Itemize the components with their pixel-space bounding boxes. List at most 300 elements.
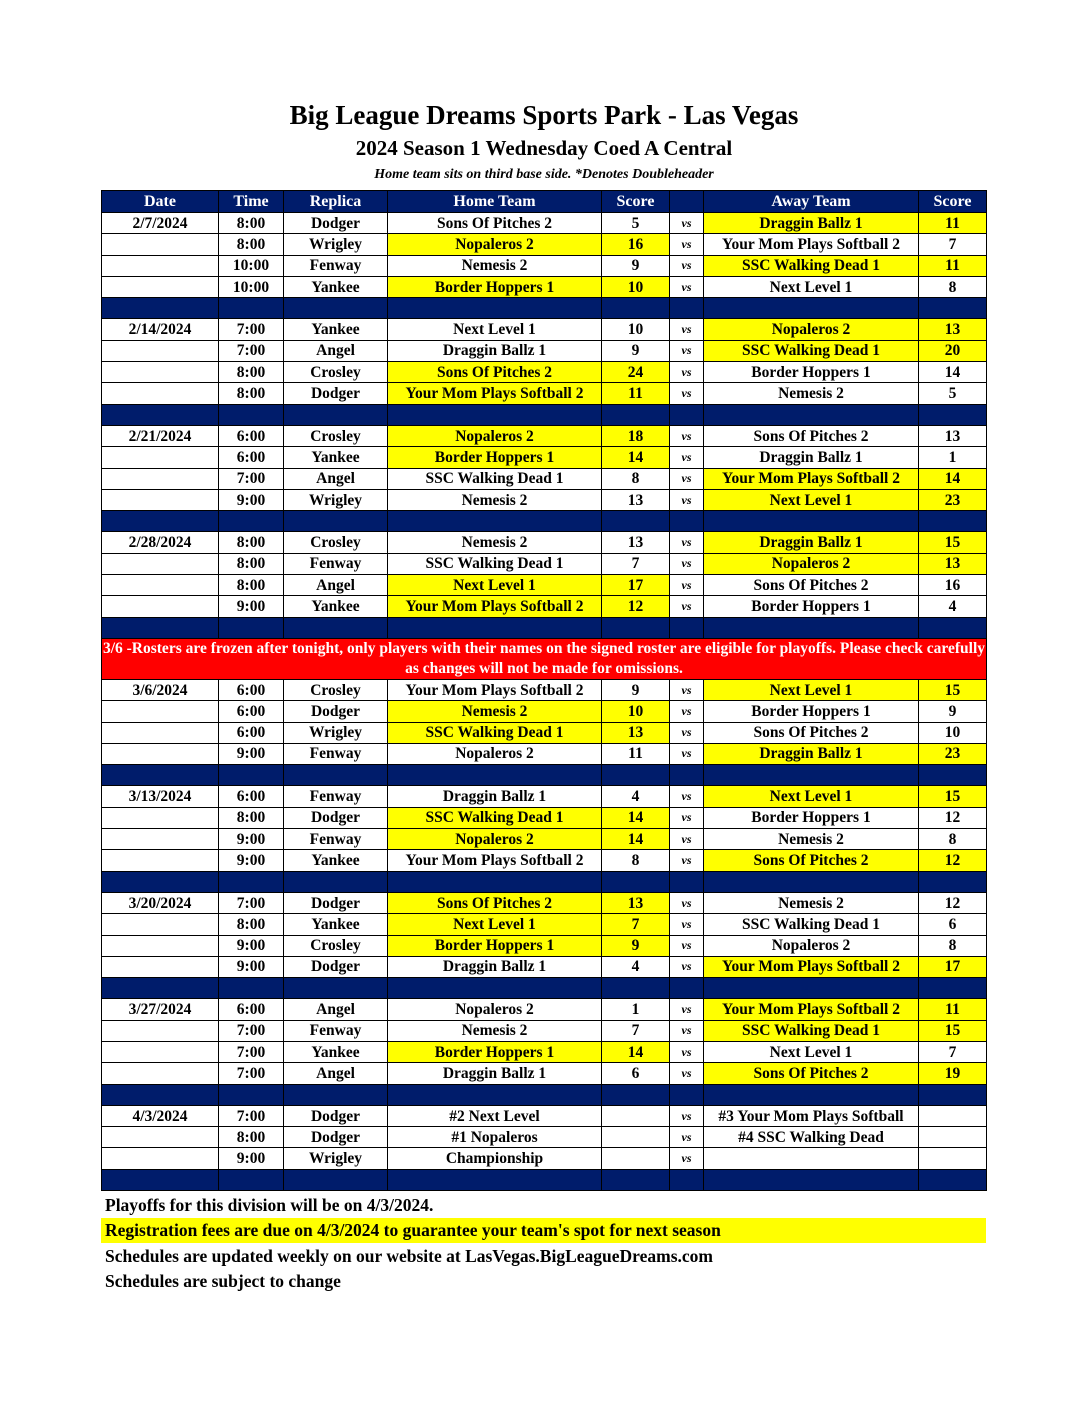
away-team-cell: Next Level 1 xyxy=(704,786,919,807)
home-team-cell: Border Hoppers 1 xyxy=(388,935,602,956)
registration-note: Registration fees are due on 4/3/2024 to guarantee your team's spot for next season xyxy=(101,1218,986,1243)
vs-cell: vs xyxy=(670,234,704,255)
separator-cell xyxy=(670,978,704,999)
away-team-cell: #4 SSC Walking Dead xyxy=(704,1127,919,1148)
separator-cell xyxy=(602,617,670,638)
date-cell xyxy=(102,553,219,574)
vs-cell: vs xyxy=(670,468,704,489)
replica-cell: Dodger xyxy=(284,701,388,722)
date-cell xyxy=(102,807,219,828)
page-title: Big League Dreams Sports Park - Las Vegas xyxy=(289,100,799,130)
home-score-cell: 4 xyxy=(602,786,670,807)
week-separator xyxy=(102,617,987,638)
separator-cell xyxy=(704,1084,919,1105)
separator-cell xyxy=(102,1084,219,1105)
separator-cell xyxy=(102,617,219,638)
away-score-cell: 5 xyxy=(919,383,987,404)
replica-cell: Crosley xyxy=(284,532,388,553)
separator-cell xyxy=(670,404,704,425)
game-row xyxy=(102,1127,987,1148)
time-cell: 6:00 xyxy=(219,999,284,1020)
replica-cell: Fenway xyxy=(284,1020,388,1041)
vs-cell: vs xyxy=(670,1148,704,1169)
separator-cell xyxy=(219,1169,284,1190)
game-row xyxy=(102,999,987,1020)
date-cell xyxy=(102,596,219,617)
time-cell: 8:00 xyxy=(219,532,284,553)
col-header-time: Time xyxy=(219,191,284,213)
date-cell xyxy=(102,489,219,510)
date-cell xyxy=(102,743,219,764)
date-cell xyxy=(102,447,219,468)
home-team-cell: Nemesis 2 xyxy=(388,1020,602,1041)
time-cell: 6:00 xyxy=(219,722,284,743)
home-team-cell: Nemesis 2 xyxy=(388,255,602,276)
date-cell: 2/28/2024 xyxy=(102,532,219,553)
separator-cell xyxy=(219,298,284,319)
game-row xyxy=(102,383,987,404)
game-row xyxy=(102,489,987,510)
away-score-cell: 15 xyxy=(919,532,987,553)
vs-cell: vs xyxy=(670,807,704,828)
vs-cell: vs xyxy=(670,447,704,468)
home-score-cell: 14 xyxy=(602,829,670,850)
away-team-cell xyxy=(704,1148,919,1169)
away-team-cell: Next Level 1 xyxy=(704,276,919,297)
replica-cell: Yankee xyxy=(284,914,388,935)
home-team-cell: Nopaleros 2 xyxy=(388,829,602,850)
away-team-cell: Sons Of Pitches 2 xyxy=(704,722,919,743)
game-row xyxy=(102,1020,987,1041)
game-row xyxy=(102,1063,987,1084)
game-row xyxy=(102,276,987,297)
away-team-cell: Border Hoppers 1 xyxy=(704,701,919,722)
separator-cell xyxy=(102,871,219,892)
separator-cell xyxy=(102,511,219,532)
separator-cell xyxy=(284,404,388,425)
home-score-cell: 1 xyxy=(602,999,670,1020)
separator-cell xyxy=(602,765,670,786)
away-score-cell: 1 xyxy=(919,447,987,468)
vs-cell: vs xyxy=(670,340,704,361)
subject-note: Schedules are subject to change xyxy=(105,1271,341,1291)
separator-cell xyxy=(602,1084,670,1105)
vs-cell: vs xyxy=(670,1105,704,1126)
game-row xyxy=(102,914,987,935)
time-cell: 7:00 xyxy=(219,1063,284,1084)
away-score-cell: 15 xyxy=(919,786,987,807)
replica-cell: Dodger xyxy=(284,892,388,913)
game-row xyxy=(102,213,987,234)
replica-cell: Dodger xyxy=(284,383,388,404)
time-cell: 6:00 xyxy=(219,425,284,446)
away-score-cell: 7 xyxy=(919,234,987,255)
date-cell xyxy=(102,829,219,850)
replica-cell: Angel xyxy=(284,468,388,489)
vs-cell: vs xyxy=(670,532,704,553)
separator-cell xyxy=(602,978,670,999)
date-cell xyxy=(102,1020,219,1041)
time-cell: 8:00 xyxy=(219,234,284,255)
time-cell: 8:00 xyxy=(219,553,284,574)
away-team-cell: Border Hoppers 1 xyxy=(704,596,919,617)
separator-cell xyxy=(704,978,919,999)
home-score-cell xyxy=(602,1148,670,1169)
vs-cell: vs xyxy=(670,489,704,510)
home-team-cell: Championship xyxy=(388,1148,602,1169)
away-team-cell: SSC Walking Dead 1 xyxy=(704,255,919,276)
date-cell: 3/27/2024 xyxy=(102,999,219,1020)
date-cell xyxy=(102,956,219,977)
replica-cell: Yankee xyxy=(284,319,388,340)
notice-text: 3/6 -Rosters are frozen after tonight, only players with their names on the signed roster are eligible for playoffs. Please check carefully as changes will not be made for omissions. xyxy=(102,638,987,679)
home-score-cell: 24 xyxy=(602,362,670,383)
home-team-cell: Sons Of Pitches 2 xyxy=(388,213,602,234)
time-cell: 8:00 xyxy=(219,1127,284,1148)
game-row xyxy=(102,532,987,553)
home-team-cell: Border Hoppers 1 xyxy=(388,447,602,468)
away-score-cell: 4 xyxy=(919,596,987,617)
website-note: Schedules are updated weekly on our website at LasVegas.BigLeagueDreams.com xyxy=(105,1246,713,1266)
away-score-cell: 13 xyxy=(919,425,987,446)
date-cell xyxy=(102,850,219,871)
vs-cell: vs xyxy=(670,213,704,234)
separator-cell xyxy=(388,765,602,786)
date-cell xyxy=(102,575,219,596)
game-row xyxy=(102,807,987,828)
home-team-cell: Your Mom Plays Softball 2 xyxy=(388,383,602,404)
date-cell: 2/21/2024 xyxy=(102,425,219,446)
week-separator xyxy=(102,511,987,532)
home-team-cell: Draggin Ballz 1 xyxy=(388,956,602,977)
game-row xyxy=(102,829,987,850)
time-cell: 6:00 xyxy=(219,701,284,722)
separator-cell xyxy=(670,298,704,319)
home-score-cell: 5 xyxy=(602,213,670,234)
away-team-cell: Sons Of Pitches 2 xyxy=(704,1063,919,1084)
away-team-cell: Next Level 1 xyxy=(704,679,919,700)
home-score-cell: 14 xyxy=(602,447,670,468)
separator-cell xyxy=(284,871,388,892)
date-cell xyxy=(102,234,219,255)
home-score-cell: 7 xyxy=(602,1020,670,1041)
home-team-cell: Nopaleros 2 xyxy=(388,234,602,255)
separator-cell xyxy=(919,871,987,892)
game-row xyxy=(102,743,987,764)
vs-cell: vs xyxy=(670,319,704,340)
home-score-cell: 11 xyxy=(602,743,670,764)
schedule-table xyxy=(101,190,987,1191)
time-cell: 7:00 xyxy=(219,1041,284,1062)
away-score-cell: 7 xyxy=(919,1041,987,1062)
vs-cell: vs xyxy=(670,1063,704,1084)
away-score-cell: 12 xyxy=(919,807,987,828)
time-cell: 6:00 xyxy=(219,786,284,807)
home-score-cell xyxy=(602,1127,670,1148)
away-team-cell: Next Level 1 xyxy=(704,489,919,510)
away-score-cell: 15 xyxy=(919,1020,987,1041)
replica-cell: Yankee xyxy=(284,596,388,617)
home-score-cell: 8 xyxy=(602,850,670,871)
time-cell: 6:00 xyxy=(219,447,284,468)
col-header-vs xyxy=(670,191,704,213)
home-team-cell: #1 Nopaleros xyxy=(388,1127,602,1148)
time-cell: 7:00 xyxy=(219,1105,284,1126)
home-score-cell: 7 xyxy=(602,553,670,574)
away-team-cell: Draggin Ballz 1 xyxy=(704,213,919,234)
home-team-cell: Nemesis 2 xyxy=(388,701,602,722)
replica-cell: Yankee xyxy=(284,1041,388,1062)
col-header-replica: Replica xyxy=(284,191,388,213)
away-score-cell: 6 xyxy=(919,914,987,935)
week-separator xyxy=(102,871,987,892)
away-score-cell: 14 xyxy=(919,468,987,489)
game-row xyxy=(102,447,987,468)
vs-cell: vs xyxy=(670,553,704,574)
replica-cell: Crosley xyxy=(284,425,388,446)
game-row xyxy=(102,786,987,807)
date-cell xyxy=(102,914,219,935)
replica-cell: Yankee xyxy=(284,447,388,468)
vs-cell: vs xyxy=(670,935,704,956)
away-score-cell: 23 xyxy=(919,489,987,510)
vs-cell: vs xyxy=(670,1020,704,1041)
home-score-cell: 14 xyxy=(602,1041,670,1062)
replica-cell: Angel xyxy=(284,999,388,1020)
replica-cell: Angel xyxy=(284,575,388,596)
away-score-cell xyxy=(919,1105,987,1126)
away-score-cell: 14 xyxy=(919,362,987,383)
home-team-cell: #2 Next Level xyxy=(388,1105,602,1126)
home-team-cell: Next Level 1 xyxy=(388,575,602,596)
away-score-cell: 15 xyxy=(919,679,987,700)
separator-cell xyxy=(919,617,987,638)
replica-cell: Fenway xyxy=(284,553,388,574)
game-row xyxy=(102,935,987,956)
vs-cell: vs xyxy=(670,1127,704,1148)
home-score-cell: 6 xyxy=(602,1063,670,1084)
replica-cell: Yankee xyxy=(284,850,388,871)
away-score-cell: 13 xyxy=(919,319,987,340)
separator-cell xyxy=(704,404,919,425)
home-team-cell: Border Hoppers 1 xyxy=(388,1041,602,1062)
time-cell: 10:00 xyxy=(219,276,284,297)
col-header-home-score: Score xyxy=(602,191,670,213)
separator-cell xyxy=(102,404,219,425)
away-team-cell: Nopaleros 2 xyxy=(704,935,919,956)
home-team-cell: Draggin Ballz 1 xyxy=(388,786,602,807)
time-cell: 7:00 xyxy=(219,340,284,361)
home-score-cell: 9 xyxy=(602,679,670,700)
home-score-cell xyxy=(602,1105,670,1126)
away-team-cell: Next Level 1 xyxy=(704,1041,919,1062)
separator-cell xyxy=(919,765,987,786)
away-team-cell: Nopaleros 2 xyxy=(704,319,919,340)
separator-cell xyxy=(670,1169,704,1190)
game-row xyxy=(102,1148,987,1169)
playoffs-note: Playoffs for this division will be on 4/3/2024. xyxy=(105,1195,434,1215)
game-row xyxy=(102,722,987,743)
separator-cell xyxy=(102,765,219,786)
away-team-cell: Draggin Ballz 1 xyxy=(704,447,919,468)
separator-cell xyxy=(102,978,219,999)
vs-cell: vs xyxy=(670,722,704,743)
separator-cell xyxy=(919,978,987,999)
away-score-cell: 8 xyxy=(919,276,987,297)
page-subtitle: 2024 Season 1 Wednesday Coed A Central xyxy=(355,136,733,160)
game-row xyxy=(102,255,987,276)
home-score-cell: 13 xyxy=(602,722,670,743)
table-header-row xyxy=(102,191,987,213)
vs-cell: vs xyxy=(670,956,704,977)
separator-cell xyxy=(219,765,284,786)
vs-cell: vs xyxy=(670,383,704,404)
home-team-cell: Next Level 1 xyxy=(388,914,602,935)
game-row xyxy=(102,1041,987,1062)
away-team-cell: Your Mom Plays Softball 2 xyxy=(704,468,919,489)
time-cell: 9:00 xyxy=(219,956,284,977)
home-team-cell: Sons Of Pitches 2 xyxy=(388,362,602,383)
home-team-cell: Next Level 1 xyxy=(388,319,602,340)
separator-cell xyxy=(670,1084,704,1105)
vs-cell: vs xyxy=(670,1041,704,1062)
separator-cell xyxy=(919,404,987,425)
separator-cell xyxy=(388,871,602,892)
away-score-cell: 16 xyxy=(919,575,987,596)
time-cell: 9:00 xyxy=(219,935,284,956)
replica-cell: Fenway xyxy=(284,255,388,276)
date-cell xyxy=(102,1148,219,1169)
vs-cell: vs xyxy=(670,850,704,871)
away-team-cell: Nopaleros 2 xyxy=(704,553,919,574)
away-score-cell xyxy=(919,1148,987,1169)
date-cell xyxy=(102,383,219,404)
separator-cell xyxy=(919,298,987,319)
game-row xyxy=(102,319,987,340)
separator-cell xyxy=(284,1084,388,1105)
away-team-cell: Nemesis 2 xyxy=(704,829,919,850)
away-score-cell: 12 xyxy=(919,892,987,913)
separator-cell xyxy=(284,1169,388,1190)
date-cell xyxy=(102,340,219,361)
away-team-cell: Sons Of Pitches 2 xyxy=(704,425,919,446)
away-score-cell: 11 xyxy=(919,213,987,234)
home-team-cell: Your Mom Plays Softball 2 xyxy=(388,850,602,871)
time-cell: 9:00 xyxy=(219,596,284,617)
separator-cell xyxy=(602,298,670,319)
separator-cell xyxy=(219,871,284,892)
separator-cell xyxy=(602,404,670,425)
separator-cell xyxy=(704,511,919,532)
page-note: Home team sits on third base side. *Denotes Doubleheader xyxy=(374,167,714,182)
away-score-cell: 20 xyxy=(919,340,987,361)
time-cell: 7:00 xyxy=(219,468,284,489)
home-team-cell: Nemesis 2 xyxy=(388,532,602,553)
replica-cell: Wrigley xyxy=(284,489,388,510)
game-row xyxy=(102,234,987,255)
game-row xyxy=(102,850,987,871)
separator-cell xyxy=(284,765,388,786)
away-score-cell: 23 xyxy=(919,743,987,764)
separator-cell xyxy=(388,404,602,425)
home-score-cell: 9 xyxy=(602,935,670,956)
separator-cell xyxy=(704,1169,919,1190)
away-team-cell: Sons Of Pitches 2 xyxy=(704,850,919,871)
away-team-cell: Your Mom Plays Softball 2 xyxy=(704,234,919,255)
week-separator xyxy=(102,978,987,999)
time-cell: 7:00 xyxy=(219,1020,284,1041)
col-header-home-team: Home Team xyxy=(388,191,602,213)
col-header-away-score: Score xyxy=(919,191,987,213)
separator-cell xyxy=(388,298,602,319)
time-cell: 8:00 xyxy=(219,383,284,404)
date-cell: 3/13/2024 xyxy=(102,786,219,807)
away-score-cell xyxy=(919,1127,987,1148)
replica-cell: Wrigley xyxy=(284,234,388,255)
away-team-cell: Border Hoppers 1 xyxy=(704,807,919,828)
time-cell: 9:00 xyxy=(219,1148,284,1169)
date-cell xyxy=(102,255,219,276)
home-score-cell: 10 xyxy=(602,701,670,722)
separator-cell xyxy=(102,1169,219,1190)
replica-cell: Yankee xyxy=(284,276,388,297)
replica-cell: Fenway xyxy=(284,743,388,764)
date-cell xyxy=(102,1041,219,1062)
separator-cell xyxy=(388,978,602,999)
replica-cell: Fenway xyxy=(284,786,388,807)
time-cell: 7:00 xyxy=(219,319,284,340)
replica-cell: Dodger xyxy=(284,1127,388,1148)
separator-cell xyxy=(670,765,704,786)
away-team-cell: Draggin Ballz 1 xyxy=(704,532,919,553)
separator-cell xyxy=(102,298,219,319)
date-cell: 4/3/2024 xyxy=(102,1105,219,1126)
date-cell xyxy=(102,468,219,489)
away-score-cell: 12 xyxy=(919,850,987,871)
away-team-cell: SSC Walking Dead 1 xyxy=(704,1020,919,1041)
replica-cell: Crosley xyxy=(284,935,388,956)
time-cell: 8:00 xyxy=(219,914,284,935)
game-row xyxy=(102,340,987,361)
game-row xyxy=(102,362,987,383)
separator-cell xyxy=(284,298,388,319)
game-row xyxy=(102,956,987,977)
vs-cell: vs xyxy=(670,575,704,596)
separator-cell xyxy=(388,511,602,532)
home-score-cell: 7 xyxy=(602,914,670,935)
separator-cell xyxy=(388,1084,602,1105)
home-team-cell: SSC Walking Dead 1 xyxy=(388,553,602,574)
vs-cell: vs xyxy=(670,596,704,617)
home-score-cell: 13 xyxy=(602,489,670,510)
time-cell: 6:00 xyxy=(219,679,284,700)
separator-cell xyxy=(284,617,388,638)
separator-cell xyxy=(219,1084,284,1105)
away-score-cell: 11 xyxy=(919,255,987,276)
away-score-cell: 9 xyxy=(919,701,987,722)
separator-cell xyxy=(919,511,987,532)
separator-cell xyxy=(704,765,919,786)
date-cell: 2/7/2024 xyxy=(102,213,219,234)
week-separator xyxy=(102,404,987,425)
time-cell: 10:00 xyxy=(219,255,284,276)
home-team-cell: SSC Walking Dead 1 xyxy=(388,468,602,489)
home-score-cell: 9 xyxy=(602,340,670,361)
game-row xyxy=(102,575,987,596)
date-cell xyxy=(102,701,219,722)
replica-cell: Dodger xyxy=(284,1105,388,1126)
replica-cell: Wrigley xyxy=(284,1148,388,1169)
